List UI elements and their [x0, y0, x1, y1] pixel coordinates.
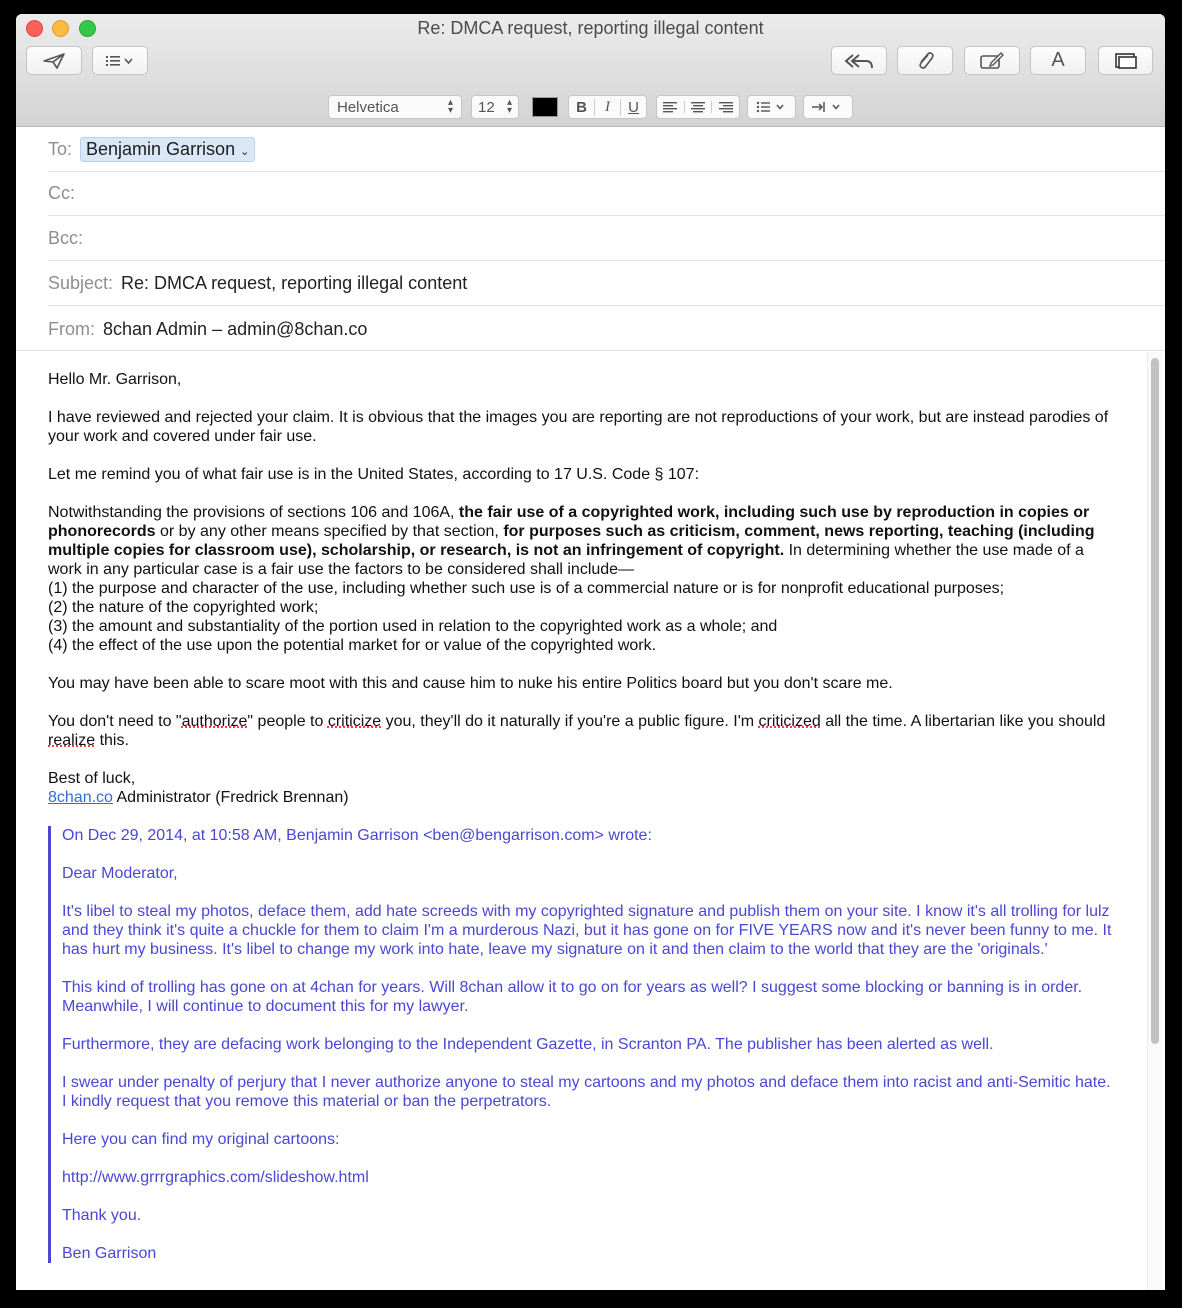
- font-family-value: Helvetica: [337, 98, 399, 116]
- text-run: You don't need to ": [48, 713, 182, 730]
- list-style-popup[interactable]: [747, 95, 796, 119]
- quote-paragraph: Ben Garrison: [62, 1245, 157, 1262]
- signature-link[interactable]: 8chan.co: [48, 789, 113, 806]
- subject-row: [48, 262, 1165, 306]
- quote-paragraph: I swear under penalty of perjury that I never authorize anyone to steal my cartoons and my photos and deface them into racist and anti-Semitic hate. I kindly request that you remove this material or ban the perpetrators.: [62, 1074, 1111, 1110]
- list-icon: [104, 54, 136, 68]
- quote-attribution: On Dec 29, 2014, at 10:58 AM, Benjamin Garrison <ben@bengarrison.com> wrote:: [62, 827, 652, 844]
- indent-popup[interactable]: [803, 95, 853, 119]
- law-bold-text: for purposes such as criticism, comment, news reporting, teaching (including multiple copies for classroom use), scholarship, or research, is not an infringement of copyright.: [48, 523, 1095, 559]
- align-center-button[interactable]: [685, 101, 713, 113]
- misspelled-word[interactable]: criticized: [758, 713, 821, 730]
- factor-item: (4) the effect of the use upon the potential market for or value of the copyrighted work.: [48, 637, 657, 654]
- from-label: From:: [48, 318, 95, 339]
- recipient-name: Benjamin Garrison: [86, 139, 236, 159]
- scrollbar-thumb[interactable]: [1151, 358, 1159, 1044]
- law-text: Notwithstanding the provisions of sections 106 and 106A,: [48, 504, 459, 521]
- italic-button[interactable]: I: [595, 99, 621, 116]
- quote-paragraph: Here you can find my original cartoons:: [62, 1131, 340, 1148]
- markup-icon: [979, 51, 1005, 71]
- factor-item: (1) the purpose and character of the use, including whether such use is of a commercial nature or is for nonprofit educational purposes;: [48, 580, 1005, 597]
- mail-compose-window: [16, 14, 1165, 1290]
- text-run: this.: [95, 732, 129, 749]
- greeting: Hello Mr. Garrison,: [48, 371, 182, 388]
- bulleted-list-icon: [755, 101, 789, 113]
- cc-row[interactable]: [48, 172, 1165, 216]
- paperclip-icon: [915, 51, 935, 71]
- factor-item: (3) the amount and substantiality of the portion used in relation to the copyrighted work as a whole; and: [48, 618, 778, 635]
- text-run: you, they'll do it naturally if you're a public figure. I'm: [381, 713, 759, 730]
- law-quote: [48, 503, 1118, 655]
- bcc-label: Bcc:: [48, 228, 84, 248]
- alignment-group: [656, 95, 740, 119]
- indent-icon: [811, 101, 845, 113]
- cc-label: Cc:: [48, 183, 75, 203]
- send-icon: [42, 52, 66, 70]
- quoted-message: [48, 826, 1118, 1263]
- text-run: all the time. A libertarian like you should: [820, 713, 1106, 730]
- vertical-scrollbar[interactable]: [1147, 352, 1162, 1290]
- to-row: [48, 128, 1165, 172]
- titlebar: [16, 14, 1165, 127]
- law-text: In determining whether the use made of a work in any particular case is a fair use the factors to be considered shall include—: [48, 542, 1084, 578]
- font-family-popup[interactable]: [328, 95, 462, 119]
- factor-item: (2) the nature of the copyrighted work;: [48, 599, 319, 616]
- to-label: To:: [48, 139, 73, 159]
- stepper-icon: ▴ ▾: [447, 97, 453, 116]
- chevron-down-icon: ⌄: [240, 146, 250, 158]
- body-paragraph: You may have been able to scare moot with this and cause him to nuke his entire Politics board but you don't scare me.: [48, 675, 893, 692]
- font-size-popup[interactable]: [471, 95, 519, 119]
- quote-paragraph: Furthermore, they are defacing work belonging to the Independent Gazette, in Scranton PA. The publisher has been alerted as well.: [62, 1036, 994, 1053]
- from-popup[interactable]: 8chan Admin – admin@8chan.co: [103, 318, 368, 339]
- signature-text: Administrator (Fredrick Brennan): [112, 789, 349, 806]
- align-left-button[interactable]: [657, 101, 685, 113]
- signature: [48, 769, 1118, 807]
- quote-paragraph: This kind of trolling has gone on at 4chan for years. Will 8chan allow it to go on for years as well? I suggest some blocking or banning is in order. Meanwhile, I will continue to document this for my lawyer.: [62, 979, 1083, 1015]
- misspelled-word[interactable]: criticize: [327, 713, 382, 730]
- markup-button[interactable]: [964, 46, 1020, 75]
- window-title: Re: DMCA request, reporting illegal content: [417, 18, 764, 38]
- law-bold-text: the fair use of a copyrighted work, including such use by reproduction in copies or phonorecords: [48, 504, 1090, 540]
- header-fields-button[interactable]: [92, 46, 148, 75]
- law-text: or by any other means specified by that section,: [155, 523, 504, 540]
- bcc-row[interactable]: [48, 217, 1165, 261]
- quote-paragraph: Dear Moderator,: [62, 865, 178, 882]
- reply-all-icon: [844, 52, 874, 70]
- subject-field[interactable]: Re: DMCA request, reporting illegal content: [121, 273, 468, 293]
- text-run: " people to: [247, 713, 328, 730]
- misspelled-word[interactable]: authorize: [181, 713, 248, 730]
- underline-button[interactable]: U: [628, 98, 639, 116]
- align-right-button[interactable]: [712, 101, 739, 113]
- recipient-token[interactable]: [80, 137, 255, 162]
- fonts-button[interactable]: [1030, 46, 1086, 75]
- fonts-icon: A: [1051, 49, 1065, 71]
- format-bar: [16, 95, 1165, 121]
- body-paragraph: I have reviewed and rejected your claim. It is obvious that the images you are reporting are not reproductions of your work, but are instead parodies of your work and covered under fair use.: [48, 409, 1109, 445]
- stationery-icon: [1114, 52, 1138, 70]
- font-size-value: 12: [478, 98, 495, 116]
- quote-paragraph: It's libel to steal my photos, deface them, add hate screeds with my copyrighted signature and publish them on your site. I know it's all trolling for lulz and they think it's quite a chuckle for them to claim I'm a murderous Nazi, but it has gone on for FIVE YEARS now and it's never been funny to me. It has hurt my business. It's libel to change my work into hate, leave my signature on it and then claim to the world that they are the 'originals.': [62, 903, 1112, 958]
- align-center-icon: [690, 101, 706, 113]
- send-button[interactable]: [26, 46, 82, 75]
- body-paragraph: [48, 712, 1118, 750]
- quote-link: http://www.grrrgraphics.com/slideshow.html: [62, 1169, 369, 1186]
- bold-button[interactable]: B: [569, 99, 595, 116]
- misspelled-word[interactable]: realize: [48, 732, 96, 749]
- body-paragraph: Let me remind you of what fair use is in the United States, according to 17 U.S. Code § 107:: [48, 466, 700, 483]
- align-left-icon: [662, 101, 678, 113]
- align-right-icon: [718, 101, 734, 113]
- text-style-group: [568, 95, 647, 119]
- subject-label: Subject:: [48, 273, 114, 293]
- header-divider: [16, 350, 1165, 351]
- reply-all-button[interactable]: [831, 46, 887, 75]
- quote-paragraph: Thank you.: [62, 1207, 142, 1224]
- show-stationery-button[interactable]: [1098, 46, 1153, 75]
- attach-button[interactable]: [897, 46, 953, 75]
- signoff: Best of luck,: [48, 770, 136, 787]
- text-color-swatch[interactable]: [532, 97, 558, 117]
- message-body[interactable]: [48, 370, 1118, 1282]
- from-row: [48, 307, 1165, 351]
- stepper-icon: ▴ ▾: [506, 97, 512, 116]
